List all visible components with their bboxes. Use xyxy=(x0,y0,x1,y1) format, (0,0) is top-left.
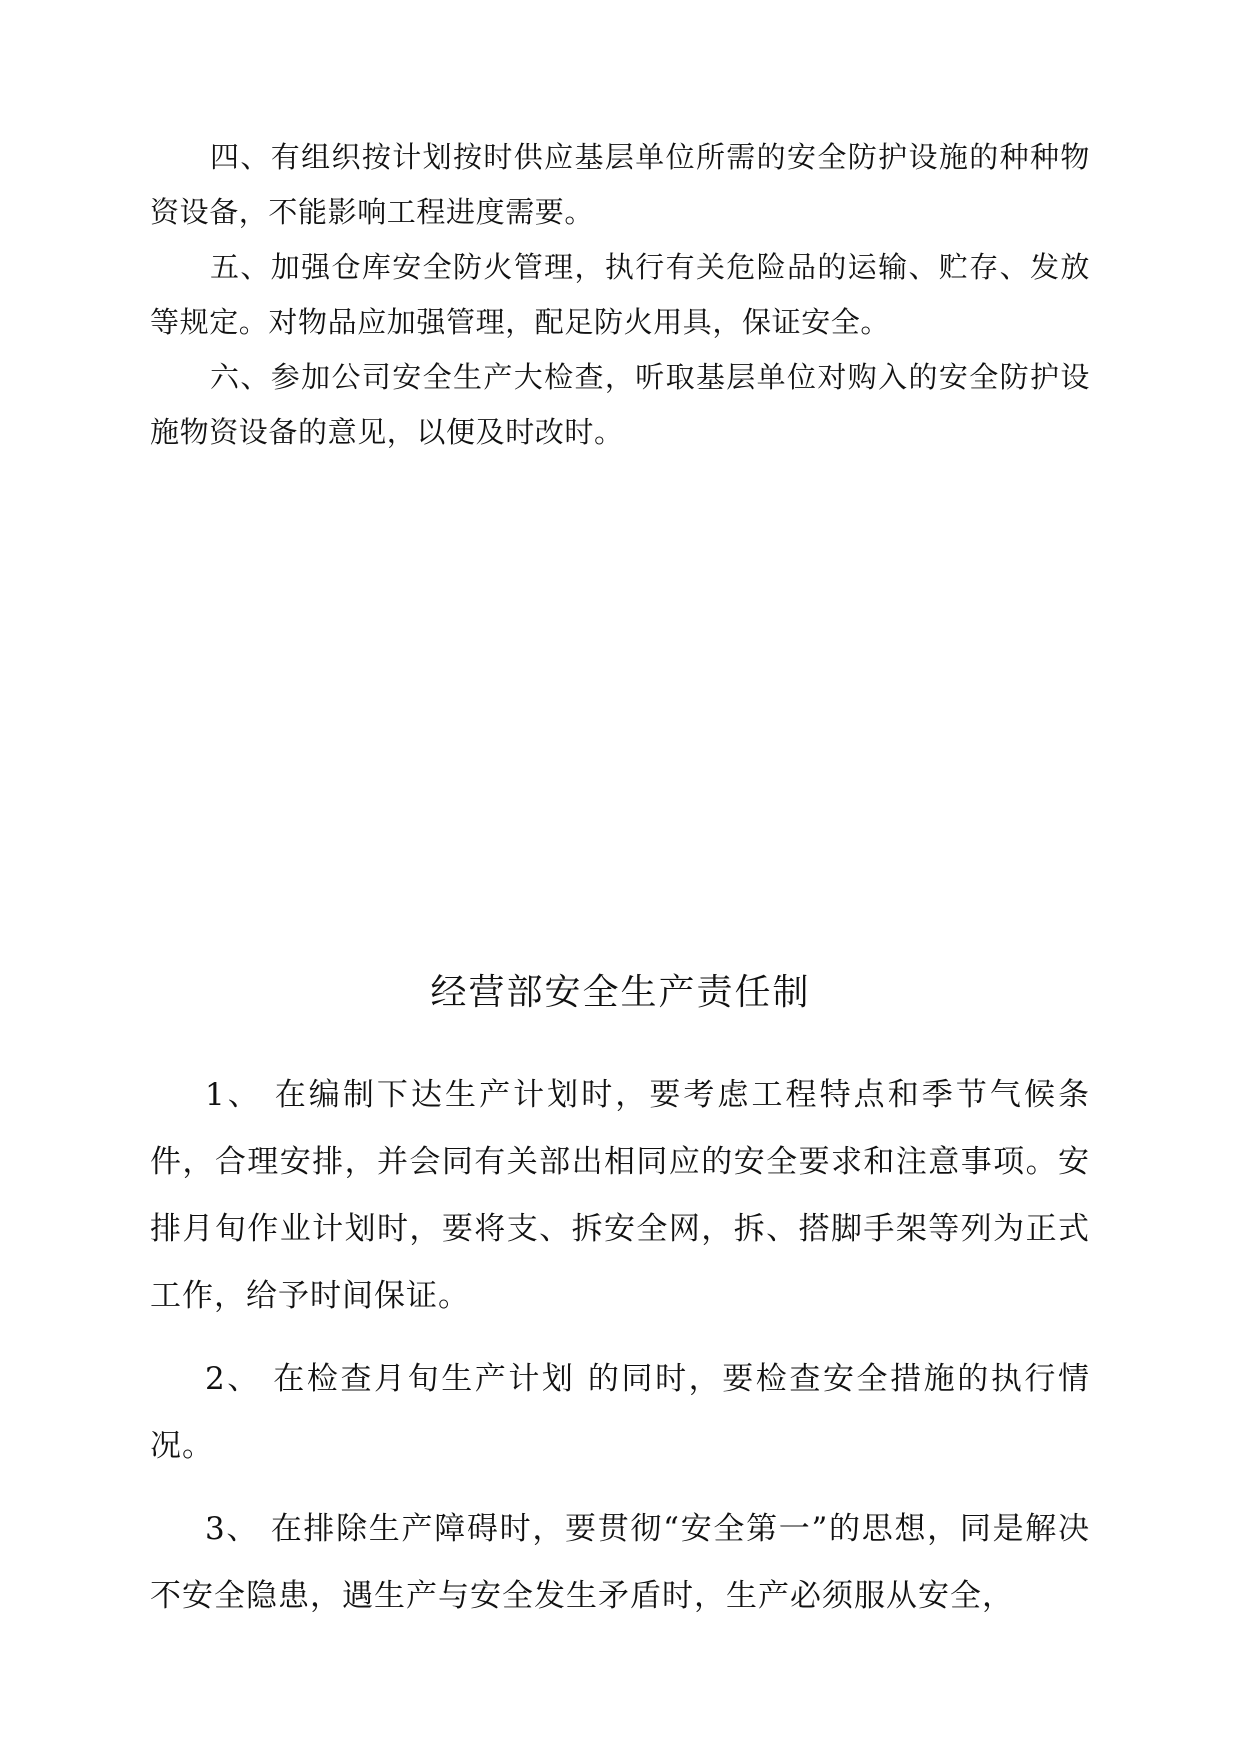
paragraph-item-6: 六、参加公司安全生产大检查，听取基层单位对购入的安全防护设施物资设备的意见，以便及时改时。 xyxy=(150,360,1090,449)
section-title: 经营部安全生产责任制 xyxy=(430,972,811,1013)
clause-2: 2、 在检查月旬生产计划 的同时，要检查安全措施的执行情况。 xyxy=(150,1361,1090,1464)
clause-3: 3、 在排除生产障碍时，要贯彻“安全第一”的思想，同是解决不安全隐患，遇生产与安全发生矛盾时，生产必须服从安全， xyxy=(150,1511,1090,1614)
clause-1: 1、 在编制下达生产计划时，要考虑工程特点和季节气候条件，合理安排，并会同有关部出相同应的安全要求和注意事项。安排月旬作业计划时，要将支、拆安全网，拆、搭脚手架等列为正式工作，给予时间保证。 xyxy=(150,1077,1090,1314)
previous-section-continuation xyxy=(150,130,1090,460)
paragraph-item-4: 四、有组织按计划按时供应基层单位所需的安全防护设施的种种物资设备，不能影响工程进度需要。 xyxy=(150,140,1090,229)
paragraph-item-5: 五、加强仓库安全防火管理，执行有关危险品的运输、贮存、发放等规定。对物品应加强管理，配足防火用具，保证安全。 xyxy=(150,250,1090,339)
business-dept-section xyxy=(150,1062,1090,1646)
